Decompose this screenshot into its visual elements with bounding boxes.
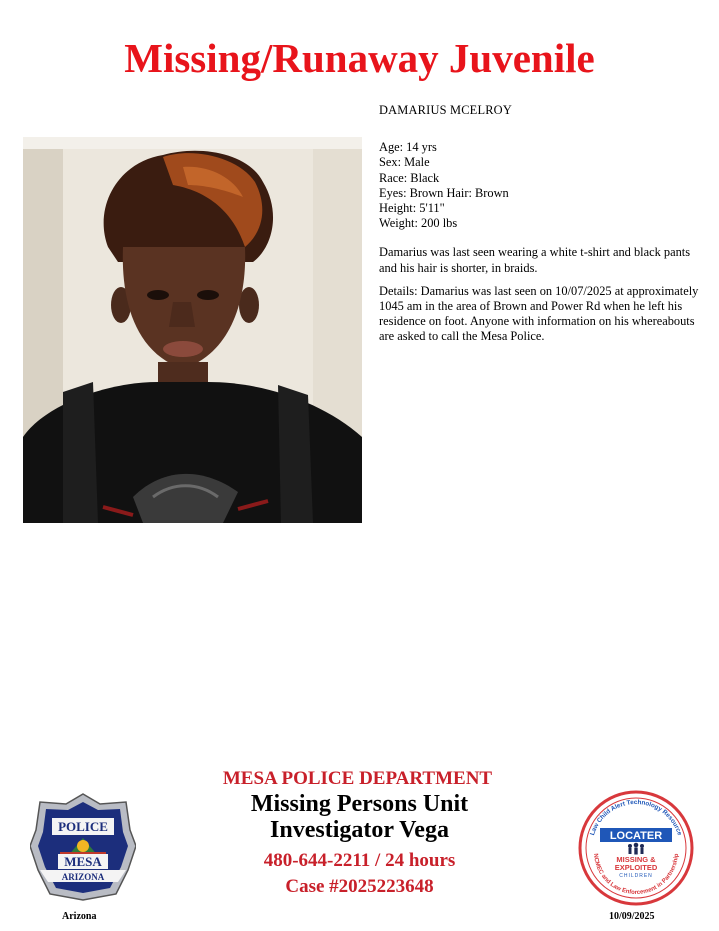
investigator-name: Investigator Vega	[270, 817, 449, 843]
person-name: DAMARIUS MCELROY	[379, 103, 512, 117]
phone-number: 480-644-2211 / 24 hours	[263, 850, 456, 871]
badge-caption: Arizona	[62, 911, 97, 922]
locater-line3: CHILDREN	[619, 873, 653, 879]
badge-top-text: POLICE	[58, 819, 108, 834]
unit-name: Missing Persons Unit	[250, 791, 469, 817]
poster-date: 10/09/2025	[609, 911, 655, 922]
height-field: Height: 5'11"	[379, 201, 445, 216]
details-paragraph: Details: Damarius was last seen on 10/07/2025 at approximately 1045 am in the area of Brown and Power Rd when he left his residence on foot. Anyone with information on his whereabouts are asked to call the Mesa Police.	[379, 283, 699, 344]
clothing-description: Damarius was last seen wearing a white t-shirt and black pants and his hair is shorter, in braids.	[379, 245, 691, 275]
locater-brand-text: LOCATER	[609, 830, 663, 842]
locater-line1: MISSING &	[616, 855, 656, 864]
age-field: Age: 14 yrs	[379, 140, 437, 155]
department-name: MESA POLICE DEPARTMENT	[222, 768, 493, 789]
person-info	[379, 103, 699, 345]
children-silhouette-icon	[628, 843, 644, 855]
locater-ncmec-logo	[578, 790, 694, 906]
badge-city-text: MESA	[64, 854, 102, 869]
missing-person-photo	[23, 137, 362, 523]
locater-line2: EXPLOITED	[614, 863, 658, 872]
portrait-image	[23, 137, 362, 523]
locater-ring-top: Law Child Alert Technology Resource	[588, 798, 684, 837]
sex-field: Sex: Male	[379, 155, 430, 170]
race-field: Race: Black	[379, 170, 440, 185]
case-number: Case #2025223648	[285, 876, 434, 897]
weight-field: Weight: 200 lbs	[379, 216, 458, 231]
badge-state-text: ARIZONA	[61, 872, 105, 882]
poster-title: Missing/Runaway Juvenile	[124, 35, 595, 81]
mesa-police-badge-logo	[30, 790, 136, 902]
locater-ring-bottom: NCMEC and Law Enforcement in Partnership	[591, 853, 681, 897]
eyes-hair-field: Eyes: Brown Hair: Brown	[379, 185, 509, 200]
